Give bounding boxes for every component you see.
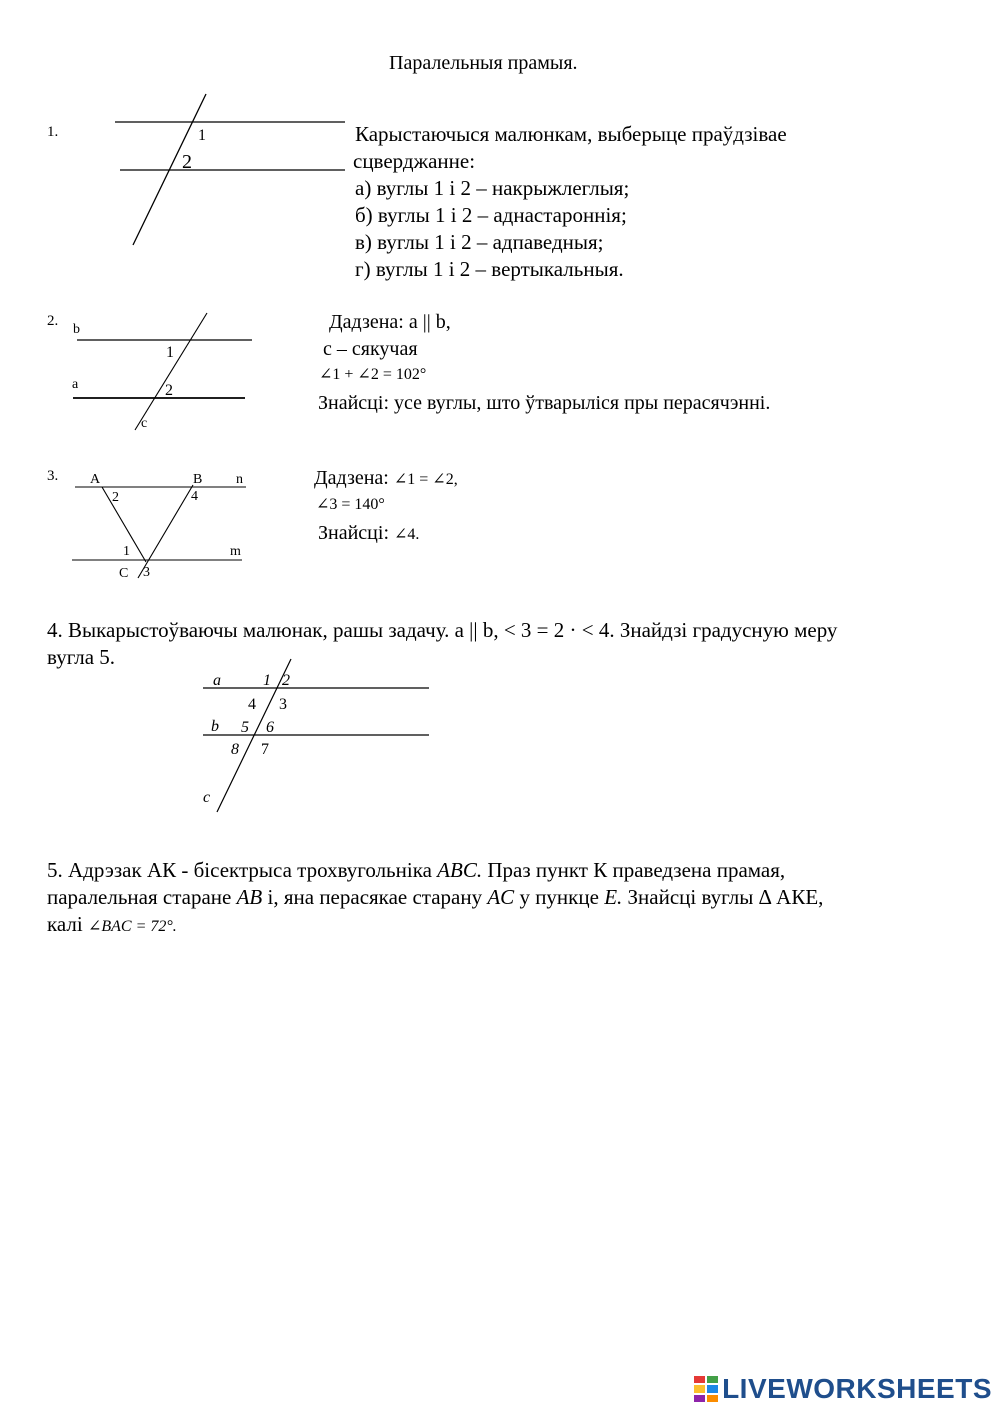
q5-text-5: у пункце bbox=[514, 885, 605, 909]
q4-angle-1-label: 1 bbox=[263, 672, 271, 689]
q1-figure bbox=[100, 88, 360, 253]
q5-text-1: 5. Адрэзак АК - бісектрыса трохвугольніка bbox=[47, 858, 438, 882]
q4-label-b: b bbox=[211, 718, 219, 735]
q5-line-3 bbox=[47, 911, 177, 940]
q1-option-d: г) вуглы 1 і 2 – вертыкальныя. bbox=[355, 257, 624, 281]
q5-equation: ∠BAC = 72°. bbox=[87, 918, 177, 935]
q5-text-7: калі bbox=[47, 912, 88, 936]
q1-option-b: б) вуглы 1 і 2 – аднастароннія; bbox=[355, 203, 627, 227]
q5-abc: ABC. bbox=[437, 858, 483, 882]
q4-angle-7-label: 7 bbox=[261, 741, 269, 758]
q3-given bbox=[314, 465, 458, 493]
q2-given: Дадзена: a || b, bbox=[329, 311, 451, 333]
q1-number: 1. bbox=[47, 124, 59, 140]
q4-label-a: a bbox=[213, 672, 221, 689]
q3-find bbox=[318, 520, 419, 548]
q2-line-c bbox=[135, 313, 207, 430]
q1-angle-2-label: 2 bbox=[182, 151, 192, 173]
q4-text-line-2: вугла 5. bbox=[47, 645, 116, 669]
q3-label-n: n bbox=[236, 472, 243, 487]
page-title: Паралельныя прамыя. bbox=[389, 52, 578, 74]
q3-find-value: ∠4. bbox=[394, 526, 420, 543]
q5-text-3: паралельная старане bbox=[47, 885, 237, 909]
q4-angle-3-label: 3 bbox=[279, 696, 287, 713]
q4-angle-5-label: 5 bbox=[241, 719, 249, 736]
q5-text-4: і, яна перасякае старану bbox=[262, 885, 488, 909]
q2-label-b: b bbox=[73, 322, 80, 337]
q4-angle-8-label: 8 bbox=[231, 741, 239, 758]
q3-label-B: B bbox=[193, 472, 203, 487]
q3-equation-2: ∠3 = 140° bbox=[316, 496, 385, 513]
q1-text-line-2: сцверджанне: bbox=[353, 149, 476, 173]
q2-number: 2. bbox=[47, 313, 59, 329]
q2-secant: c – сякучая bbox=[323, 338, 418, 360]
q2-angle-2-label: 2 bbox=[165, 382, 173, 399]
q5-line-2 bbox=[47, 884, 823, 911]
q3-given-equation: ∠1 = ∠2, bbox=[393, 471, 458, 488]
logo-grid-icon bbox=[694, 1376, 718, 1402]
q3-label-m: m bbox=[230, 544, 241, 559]
q2-equation: ∠1 + ∠2 = 102° bbox=[319, 366, 427, 383]
q4-angle-2-label: 2 bbox=[282, 672, 290, 689]
q2-label-a: a bbox=[72, 377, 79, 392]
logo-square bbox=[707, 1385, 718, 1392]
q2-label-c: c bbox=[141, 416, 148, 431]
q4-angle-6-label: 6 bbox=[266, 719, 274, 736]
q2-find: Знайсці: усе вуглы, што ўтварыліся пры перасячэнні. bbox=[318, 392, 771, 414]
q1-text-line-1: Карыстаючыся малюнкам, выберыце праўдзівае bbox=[355, 122, 787, 146]
liveworksheets-logo bbox=[694, 1371, 992, 1407]
logo-text: LIVEWORKSHEETS bbox=[722, 1373, 992, 1404]
q3-angle-2-label: 2 bbox=[112, 490, 119, 505]
q2-angle-1-label: 1 bbox=[166, 344, 174, 361]
q5-text-2: Праз пункт К праведзена прамая, bbox=[482, 858, 786, 882]
q5-line-1 bbox=[47, 857, 785, 884]
q3-figure bbox=[60, 465, 260, 585]
q1-option-c: в) вуглы 1 і 2 – адпаведныя; bbox=[355, 230, 604, 254]
logo-square bbox=[694, 1395, 705, 1402]
q3-find-label: Знайсці: bbox=[318, 522, 389, 544]
q5-ab: AB bbox=[236, 885, 263, 909]
q4-text-line-1: 4. Выкарыстоўваючы малюнак, рашы задачу. a || b, < 3 = 2 · < 4. Знайдзі градусную меру bbox=[47, 618, 838, 642]
q3-angle-4-label: 4 bbox=[191, 489, 198, 504]
q3-angle-1-label: 1 bbox=[123, 544, 130, 559]
q1-option-a: а) вуглы 1 і 2 – накрыжлеглыя; bbox=[355, 176, 630, 200]
q3-angle-3-label: 3 bbox=[143, 565, 150, 580]
q4-label-c: c bbox=[203, 789, 211, 806]
q2-figure bbox=[65, 310, 265, 435]
q3-number: 3. bbox=[47, 468, 59, 484]
q3-given-label: Дадзена: bbox=[314, 467, 389, 489]
q3-label-C: C bbox=[119, 566, 129, 581]
q5-ac: AC bbox=[487, 885, 515, 909]
logo-square bbox=[707, 1395, 718, 1402]
q4-angle-4-label: 4 bbox=[248, 696, 256, 713]
q5-text-6: Знайсці вуглы Δ АКЕ, bbox=[622, 885, 824, 909]
q4-figure bbox=[195, 655, 440, 815]
logo-square bbox=[694, 1376, 705, 1383]
logo-square bbox=[707, 1376, 718, 1383]
q5-e: E. bbox=[604, 885, 623, 909]
q3-label-A: A bbox=[90, 472, 101, 487]
q1-angle-1-label: 1 bbox=[198, 127, 206, 144]
logo-square bbox=[694, 1385, 705, 1392]
